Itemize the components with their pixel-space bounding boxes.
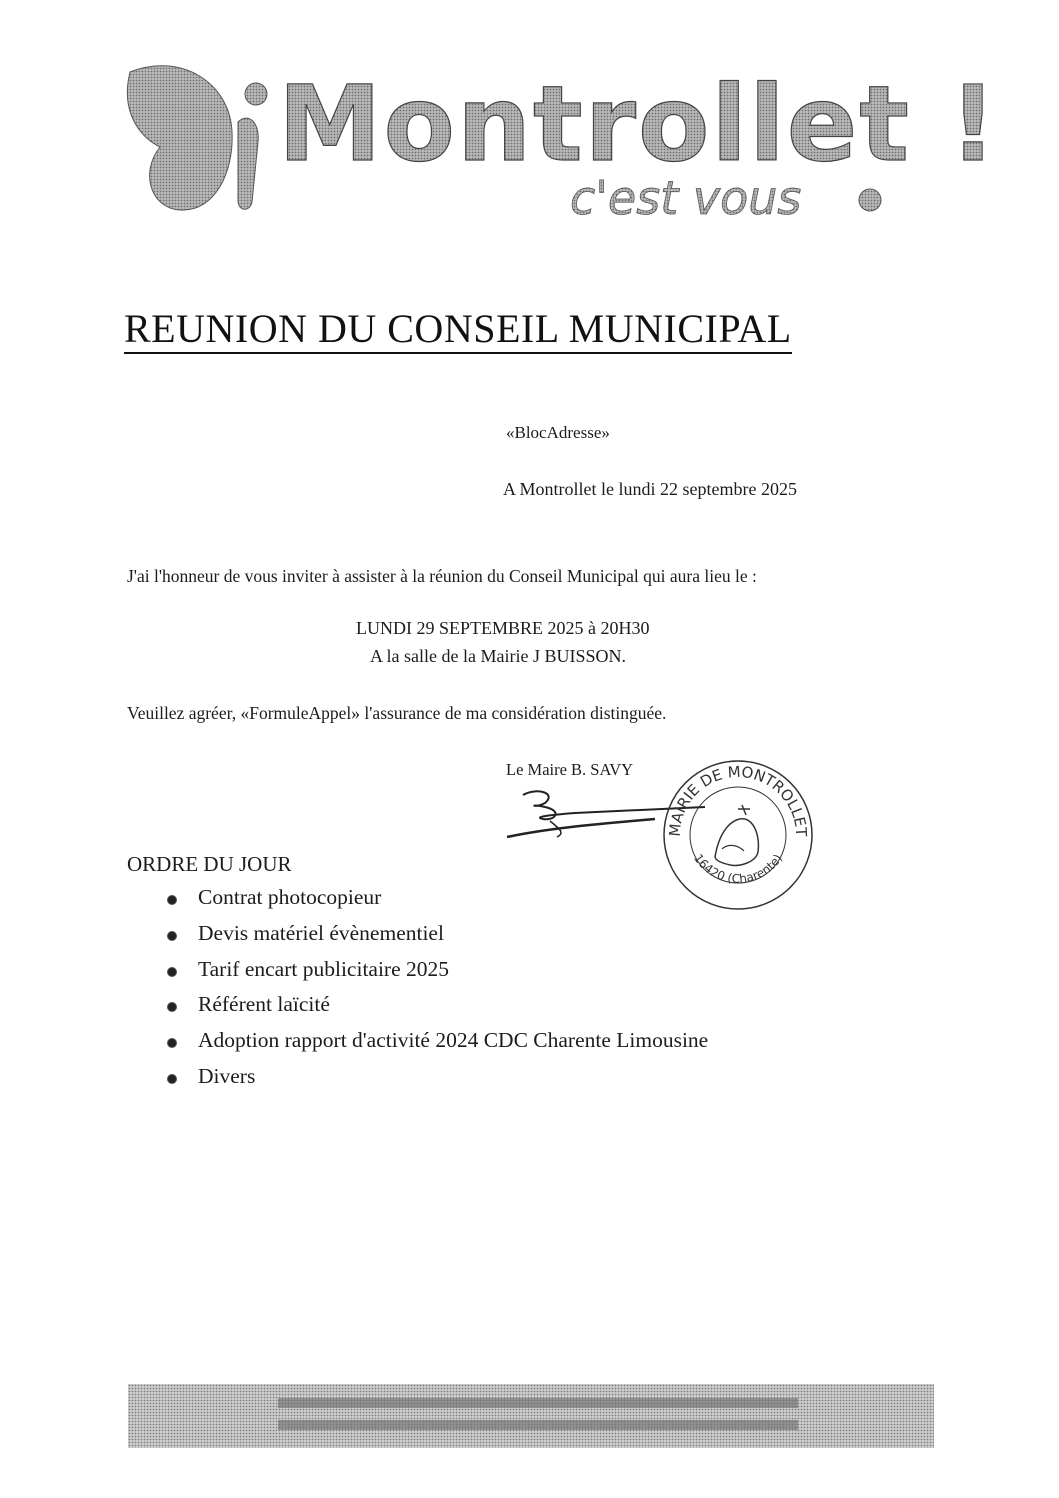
signatory-name: Le Maire B. SAVY [506,760,634,779]
page-title-text: REUNION DU CONSEIL MUNICIPAL [124,306,792,354]
bullet-icon [167,967,177,977]
svg-text:MAIRIE DE MONTROLLET [666,763,810,838]
agenda-item [162,885,708,921]
bullet-icon [167,1074,177,1084]
agenda-item [162,992,708,1028]
stamp-bottom-text: 16420 (Charente) [690,851,785,886]
address-block-placeholder: «BlocAdresse» [506,423,610,442]
invitation-text: J'ai l'honneur de vous inviter à assister à la réunion du Conseil Municipal qui aura lieu le : [127,566,757,586]
agenda-item-label: Adoption rapport d'activité 2024 CDC Charente Limousine [198,1028,709,1053]
agenda-item-label: Divers [198,1063,256,1088]
closing-formula: Veuillez agréer, «FormuleAppel» l'assurance de ma considération distinguée. [127,703,667,723]
logo-word: Montrollet ! [278,63,999,185]
date-line: A Montrollet le lundi 22 septembre 2025 [503,479,797,499]
agenda-item [162,1064,708,1100]
agenda-item-label: Référent laïcité [198,992,330,1017]
bullet-icon [167,1002,177,1012]
footer-band [128,1384,934,1448]
montrollet-logo [120,52,999,232]
agenda-item [162,921,708,957]
agenda-item-label: Devis matériel évènementiel [198,920,444,945]
meeting-place: A la salle de la Mairie J BUISSON. [370,646,626,666]
page-title [124,305,914,352]
bullet-icon [167,931,177,941]
agenda-title: ORDRE DU JOUR [127,852,292,876]
agenda-list [162,885,708,1100]
bullet-icon [167,1038,177,1048]
agenda-item [162,957,708,993]
agenda-item-label: Tarif encart publicitaire 2025 [198,956,450,981]
meeting-date: LUNDI 29 SEPTEMBRE 2025 à 20H30 [356,618,650,638]
logo-tagline: c'est vous [570,171,802,225]
stamp-text: MAIRIE DE MONTROLLET [665,762,811,838]
bullet-icon [167,895,177,905]
agenda-item-label: Contrat photocopieur [198,885,382,909]
agenda-item [162,1028,708,1064]
svg-text:16420 (Charente) [691,851,785,885]
